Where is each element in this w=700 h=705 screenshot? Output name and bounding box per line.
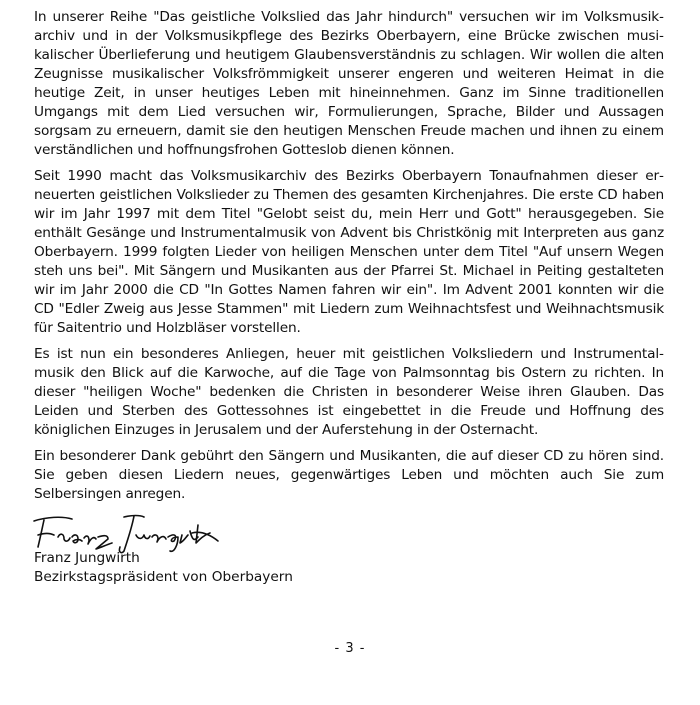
signer-name: Franz Jungwirth (34, 550, 140, 566)
signature-drawing (28, 511, 228, 555)
handwritten-signature (34, 511, 664, 555)
document-page (34, 8, 664, 587)
paragraph-holy-week: Es ist nun ein besonderes Anliegen, heuer mit geistlichen Volksliedern und Instrumentalmusik den Blick auf die Karwoche, auf die Tage von Palmsonntag bis Ostern zu richten. In dieser "heiligen Woche" bedenken die Christen in besonderer Weise ihren Glauben. Das Leiden und Sterben des Gottessohnes ist eingebettet in die Freude und Hoffnung des königlichen Einzuges in Jerusalem und der Auferstehung in der Osternacht. (34, 346, 664, 438)
signer-title: Bezirkstagspräsident von Oberbayern (34, 569, 293, 585)
paragraph-history: Seit 1990 macht das Volksmusikarchiv des Bezirks Oberbayern Tonaufnahmen dieser erneuerten geistlichen Volkslieder zu Themen des gesamten Kirchenjahres. Die erste CD haben wir im Jahr 1997 mit dem Titel "Gelobt seist du, mein Herr und Gott" herausgegeben. Sie enthält Gesänge und Instrumentalmusik von Advent bis Christkönig mit Interpreten aus ganz Oberbayern. 1999 folgten Lieder von heiligen Menschen unter dem Titel "Auf unsern Wegen steh uns bei". Mit Sängern und Musikanten aus der Pfarrei St. Michael in Peiting gestalteten wir im Jahr 2000 die CD "In Gottes Namen fahren wir ein". Im Advent 2001 konnten wir die CD "Edler Zweig aus Jesse Stammen" mit Liedern zum Weihnachtsfest und Weihnachtsmusik für Saitentrio und Holzbläser vorstellen. (34, 168, 664, 336)
paragraph-thanks: Ein besonderer Dank gebührt den Sängern und Musikanten, die auf dieser CD zu hören sind. Sie geben diesen Liedern neues, gegenwärtiges Leben und möchten auch Sie zum Selbersingen anregen. (34, 448, 664, 502)
page-number: - 3 - (334, 641, 366, 656)
paragraph-intro: In unserer Reihe "Das geistliche Volkslied das Jahr hindurch" versuchen wir im Volksmusikarchiv und in der Volksmusikpflege des Bezirks Oberbayern, eine Brücke zwischen musikalischer Überlieferung und heutigem Glaubensverständnis zu schlagen. Wir wollen die alten Zeugnisse musikalischer Volksfrömmigkeit unserer engeren und weiteren Heimat in die heutige Zeit, in unser heutiges Leben mit hineinnehmen. Ganz im Sinne traditionellen Umgangs mit dem Lied versuchen wir, Formulierungen, Sprache, Bilder und Aussagen sorgsam zu erneuern, damit sie den heutigen Menschen Freude machen und ihnen zu einem verständlichen und hoffnungsfrohen Gotteslob dienen können. (34, 9, 664, 158)
